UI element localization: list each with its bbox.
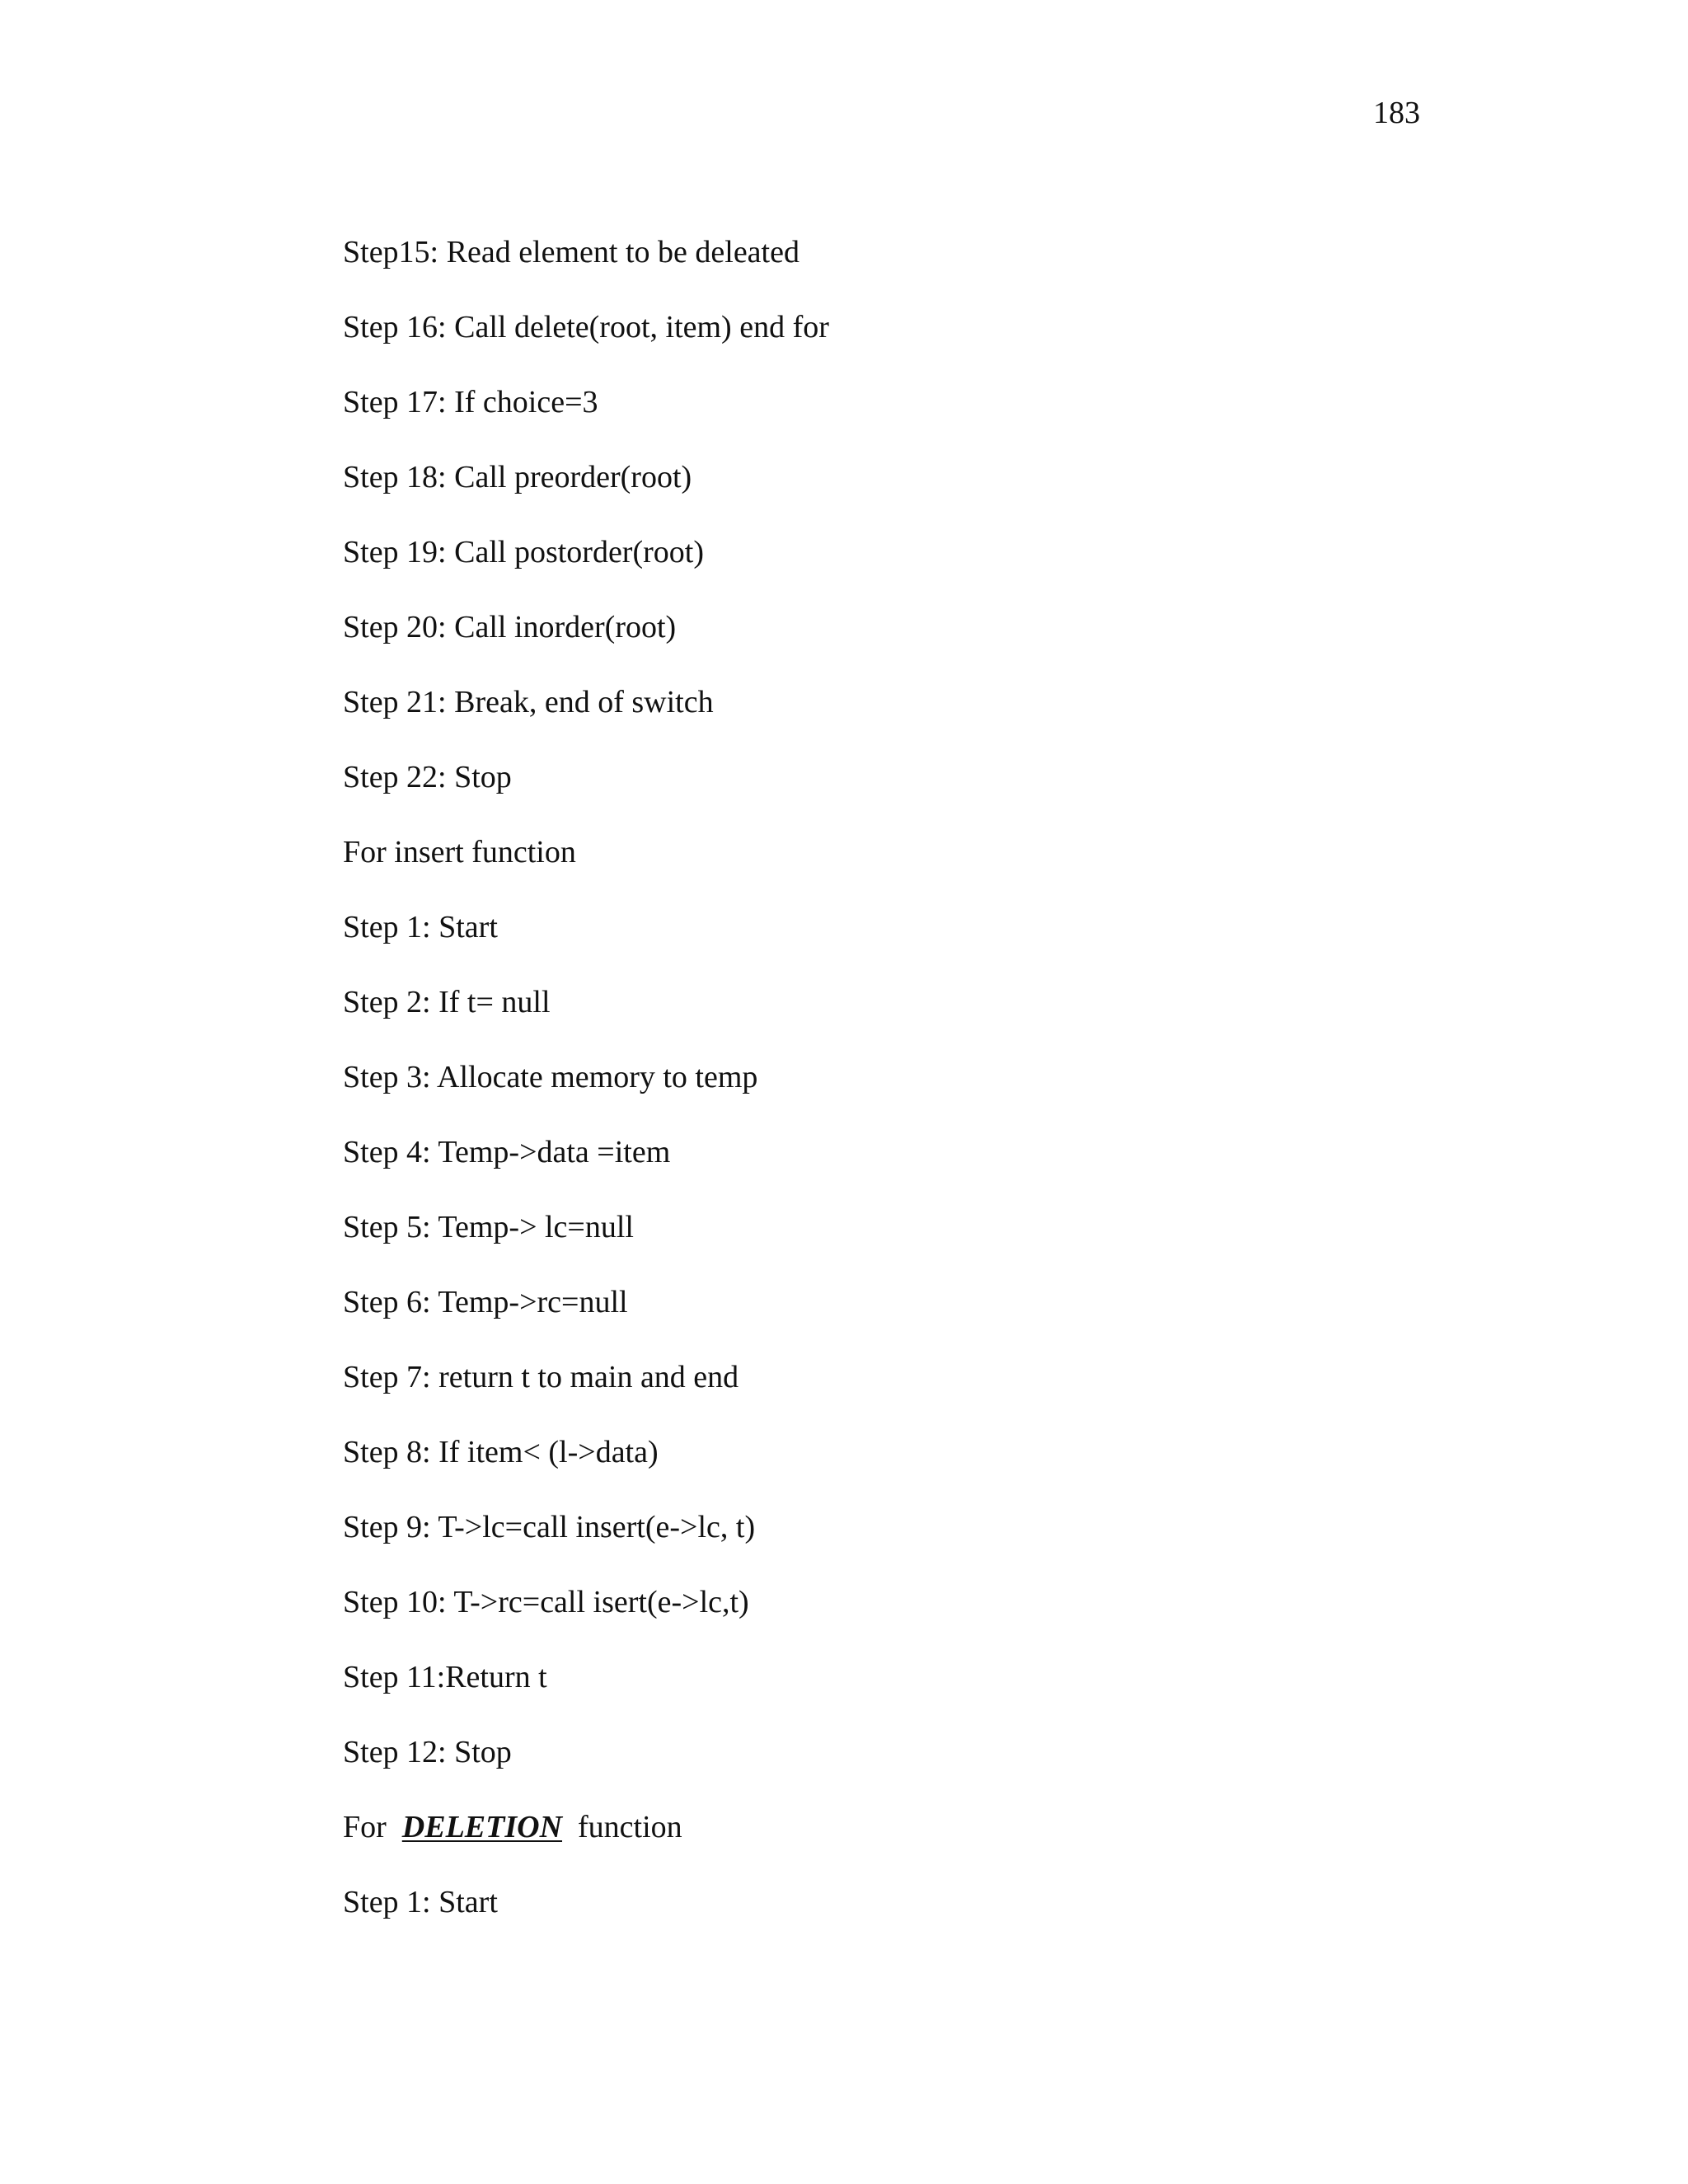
section-heading-deletion xyxy=(343,1811,1579,1844)
text-line: Step 6: Temp->rc=null xyxy=(343,1285,628,1319)
page-number: 183 xyxy=(1373,96,1420,130)
text-line: Step 18: Call preorder(root) xyxy=(343,460,692,494)
text-line: Step 22: Stop xyxy=(343,760,512,794)
section-heading-insert: For insert function xyxy=(343,835,576,869)
text-line: Step 9: T->lc=call insert(e->lc, t) xyxy=(343,1510,756,1544)
text-line: Step 11:Return t xyxy=(343,1660,547,1694)
text-line: Step 7: return t to main and end xyxy=(343,1360,739,1394)
text-line: Step 19: Call postorder(root) xyxy=(343,535,704,569)
text-line: Step 17: If choice=3 xyxy=(343,385,598,419)
text-line: Step15: Read element to be deleated xyxy=(343,235,799,269)
text-line: Step 3: Allocate memory to temp xyxy=(343,1060,758,1094)
text-line: Step 10: T->rc=call isert(e->lc,t) xyxy=(343,1585,749,1619)
text-line: Step 21: Break, end of switch xyxy=(343,685,714,719)
text-line: Step 1: Start xyxy=(343,1885,498,1919)
document-body xyxy=(343,236,1579,1961)
text-line: Step 16: Call delete(root, item) end for xyxy=(343,310,829,344)
text-line: Step 12: Stop xyxy=(343,1735,512,1769)
heading-suffix: function xyxy=(578,1810,682,1844)
heading-keyword: DELETION xyxy=(401,1810,563,1844)
heading-prefix: For xyxy=(343,1810,387,1844)
text-line: Step 20: Call inorder(root) xyxy=(343,610,677,644)
text-line: Step 1: Start xyxy=(343,910,498,944)
text-line: Step 8: If item< (l->data) xyxy=(343,1435,659,1469)
text-line: Step 5: Temp-> lc=null xyxy=(343,1210,634,1244)
text-line: Step 4: Temp->data =item xyxy=(343,1135,671,1169)
text-line: Step 2: If t= null xyxy=(343,985,551,1019)
